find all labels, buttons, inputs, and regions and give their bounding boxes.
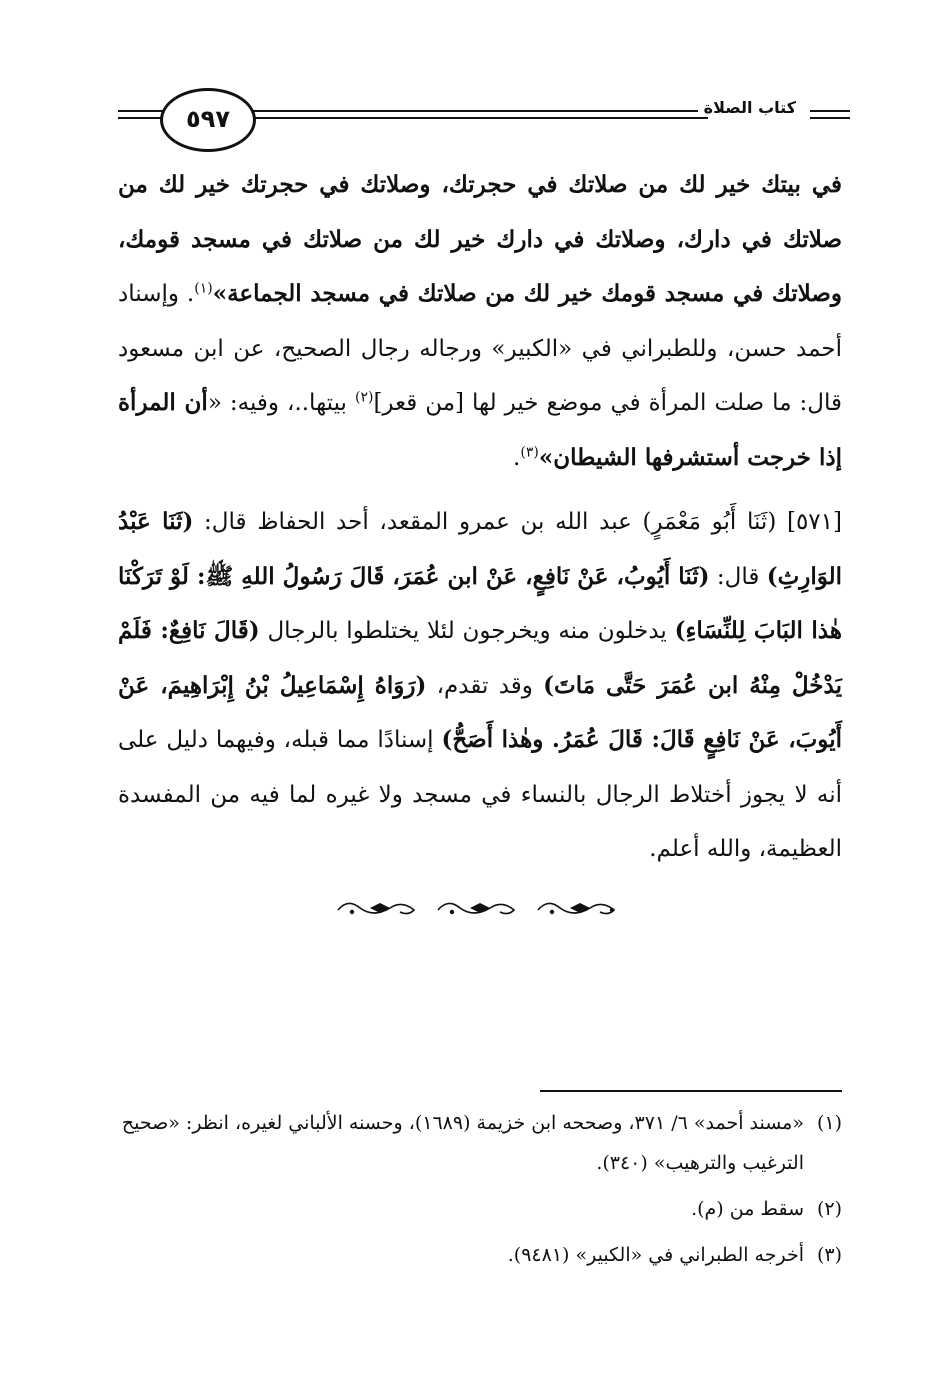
- footnotes: [118, 1103, 842, 1275]
- footnote-ref: (٢): [354, 389, 374, 406]
- paragraph-1: [118, 158, 842, 485]
- footnote-ref: (٣): [520, 443, 539, 460]
- header-rule: [228, 110, 708, 112]
- footnote-1: [118, 1103, 842, 1183]
- footnote-3: [118, 1235, 842, 1275]
- text-run: . وإسناد أحمد حسن، وللطبراني في «الكبير» ورجاله رجال الصحيح، عن ابن مسعود قال: ما صلت المرأة في موضع خير لها [من قعر]: [118, 281, 842, 416]
- running-title: كتاب الصلاة: [698, 98, 802, 117]
- footnote-2: [118, 1189, 842, 1229]
- footnote-text: «مسند أحمد» ٦/ ٣٧١، وصححه ابن خزيمة (١٦٨٩)، وحسنه الألباني لغيره، انظر: «صحيح الترغيب والترهيب» (٣٤٠).: [121, 1112, 804, 1174]
- hadith-text: (قَالَ نَافِعٌ: فَلَمْ يَدْخُلْ مِنْهُ ابن عُمَرَ حَتَّى مَاتَ): [118, 617, 842, 699]
- text-run: وقد تقدم،: [426, 672, 544, 699]
- text-run: [٥٧١] (ثَنَا أَبُو مَعْمَرٍ) عبد الله بن عمرو المقعد، أحد الحفاظ قال:: [193, 509, 842, 535]
- main-text: [118, 158, 842, 877]
- footnote-number: (٢): [816, 1198, 842, 1220]
- footnote-number: (٣): [816, 1244, 842, 1266]
- hadith-text: (ثَنَا أَيُوبُ، عَنْ نَافِعٍ، عَنْ ابن عُمَرَ، قَالَ رَسُولُ اللهِ ﷺ: لَوْ تَرَكْنَا هٰذا البَابَ لِلنِّسَاءِ): [118, 562, 843, 644]
- header-rule: [810, 117, 850, 119]
- text-run: بيتها..، وفيه: «: [207, 390, 355, 416]
- text-run: إسنادًا مما قبله، وفيهما دليل على أنه لا يجوز أختلاط الرجال بالنساء في مسجد ولا غيره لما فيه من المفسدة العظيمة، والله أعلم.: [118, 727, 842, 862]
- bold-quote: في بيتك خير لك من صلاتك في حجرتك، وصلاتك في حجرتك خير لك من صلاتك في دارك، وصلاتك في دارك خير لك من صلاتك في مسجد قومك، وصلاتك في مسجد قومك خير لك من صلاتك في مسجد الجماعة»: [118, 171, 842, 307]
- header-rule: [228, 117, 708, 119]
- hadith-text: (رَوَاهُ إِسْمَاعِيلُ بْنُ إِبْرَاهِيمَ، عَنْ أَيُوبَ، عَنْ نَافِعٍ قَالَ: قَالَ عُمَرُ. وهٰذا أَصَحُّ): [118, 671, 842, 753]
- text-run: .: [513, 444, 521, 471]
- header-rule: [810, 110, 850, 112]
- hadith-text: (ثَنَا عَبْدُ الوَارِثِ): [118, 508, 842, 590]
- paragraph-2: [118, 495, 842, 877]
- footnote-ref: (١): [194, 280, 213, 297]
- footnote-number: (١): [816, 1112, 842, 1134]
- page-number: ٥٩٧: [160, 88, 256, 152]
- footnote-separator: [540, 1090, 842, 1092]
- bold-quote: أن المرأة إذا خرجت أستشرفها الشيطان»: [118, 389, 842, 471]
- footnote-text: أخرجه الطبراني في «الكبير» (٩٤٨١).: [507, 1244, 804, 1266]
- page-header: [118, 86, 850, 162]
- footnote-text: سقط من (م).: [691, 1198, 804, 1220]
- text-run: يدخلون منه ويخرجون لئلا يختلطوا بالرجال: [259, 618, 675, 644]
- text-run: قال:: [709, 563, 767, 590]
- ornament-divider: [330, 892, 630, 928]
